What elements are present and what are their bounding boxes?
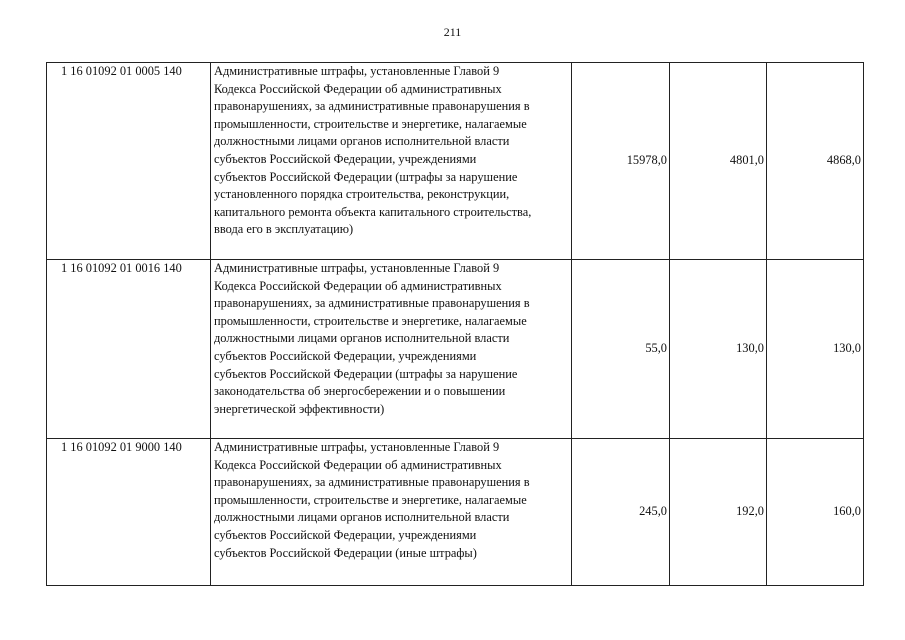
table-row (47, 439, 864, 586)
revenue-code-cell: 1 16 01092 01 9000 140 (47, 439, 211, 586)
amount-cell-3: 160,0 (767, 439, 864, 586)
description-line: ввода его в эксплуатацию) (214, 222, 354, 237)
description-line: Административные штрафы, установленные Главой 9 (214, 64, 500, 78)
budget-table (46, 62, 864, 586)
amount-cell-1: 245,0 (572, 439, 670, 586)
description-line: Кодекса Российской Федерации об административных (214, 81, 502, 96)
amount-cell-2: 130,0 (670, 260, 767, 439)
description-line: правонарушениях, за административные правонарушения в (214, 475, 530, 490)
revenue-code-cell: 1 16 01092 01 0016 140 (47, 260, 211, 439)
description-line: законодательства об энергосбережении и о повышении (214, 384, 506, 399)
description-line: Кодекса Российской Федерации об административных (214, 278, 502, 293)
description-line: энергетической эффективности) (214, 401, 385, 416)
amount-cell-3: 4868,0 (767, 63, 864, 260)
description-line: промышленности, строительстве и энергетике, налагаемые (214, 313, 527, 328)
amount-cell-2: 192,0 (670, 439, 767, 586)
description-line: правонарушениях, за административные правонарушения в (214, 99, 530, 114)
table-row (47, 260, 864, 439)
amount-cell-2: 4801,0 (670, 63, 767, 260)
description-line: субъектов Российской Федерации (иные штрафы) (214, 545, 477, 560)
description-line: установленного порядка строительства, реконструкции, (214, 187, 510, 202)
page-number: 211 (443, 25, 462, 39)
description-cell (211, 260, 572, 439)
description-cell (211, 63, 572, 260)
table-row (47, 63, 864, 260)
description-line: капитального ремонта объекта капитального строительства, (214, 204, 532, 219)
description-line: Административные штрафы, установленные Главой 9 (214, 261, 500, 275)
description-line: субъектов Российской Федерации (штрафы за нарушение (214, 169, 518, 184)
description-line: должностными лицами органов исполнительной власти (214, 510, 510, 525)
description-line: Административные штрафы, установленные Главой 9 (214, 440, 500, 454)
description-line: субъектов Российской Федерации (штрафы за нарушение (214, 366, 518, 381)
description-cell (211, 439, 572, 586)
description-line: промышленности, строительстве и энергетике, налагаемые (214, 116, 527, 131)
description-line: должностными лицами органов исполнительной власти (214, 331, 510, 346)
description-line: Кодекса Российской Федерации об административных (214, 457, 502, 472)
description-line: субъектов Российской Федерации, учреждениями (214, 151, 477, 166)
revenue-code-cell: 1 16 01092 01 0005 140 (47, 63, 211, 260)
description-line: правонарушениях, за административные правонарушения в (214, 296, 530, 311)
description-line: субъектов Российской Федерации, учреждениями (214, 348, 477, 363)
amount-cell-3: 130,0 (767, 260, 864, 439)
description-line: должностными лицами органов исполнительной власти (214, 134, 510, 149)
description-line: субъектов Российской Федерации, учреждениями (214, 527, 477, 542)
description-line: промышленности, строительстве и энергетике, налагаемые (214, 492, 527, 507)
amount-cell-1: 15978,0 (572, 63, 670, 260)
amount-cell-1: 55,0 (572, 260, 670, 439)
